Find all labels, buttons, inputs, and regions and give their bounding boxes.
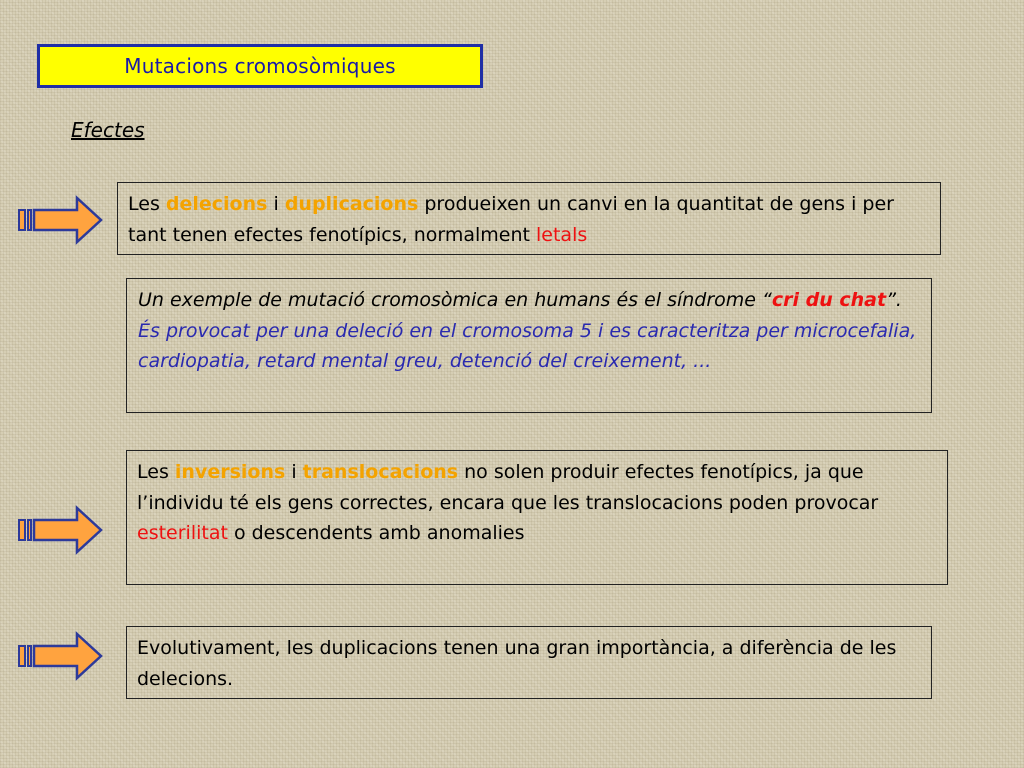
term-cri-du-chat: cri du chat [771,289,887,311]
box1-text-2: i [267,193,285,215]
section-heading: Efectes [71,118,145,142]
box2-text-2: ”. [886,289,902,311]
title-box [37,44,483,88]
term-esterilitat: esterilitat [137,522,228,544]
term-translocacions: translocacions [302,461,459,483]
box1-text-1: Les [128,193,166,215]
arrow-right-icon [17,505,103,555]
inversions-translocations-box [126,450,948,585]
term-inversions: inversions [174,461,286,483]
cri-du-chat-box [126,278,932,413]
deletions-duplications-box [117,182,941,255]
term-duplicacions: duplicacions [284,193,419,215]
box3-text-1: Les [137,461,175,483]
box3-text-4: o descendents amb anomalies [227,522,525,544]
term-letals: letals [536,223,588,246]
box3-text-2: i [285,461,303,483]
term-delecions: delecions [165,193,268,215]
box4-text: Evolutivament, les duplicacions tenen una gran importància, a diferència de les delecions. [137,637,897,690]
evolution-box [126,626,932,699]
box3-text-3: no solen produir efectes fenotípics, ja que l’individu té els gens correctes, encara que les translocacions poden provocar [137,461,879,514]
arrow-right-icon [17,631,103,681]
box2-text-1: Un exemple de mutació cromosòmica en humans és el síndrome “ [138,289,772,311]
box2-description: És provocat per una deleció en el cromosoma 5 i es caracteritza per microcefalia, cardiopatia, retard mental greu, detenció del creixement, ... [138,319,917,372]
page-title: Mutacions cromosòmiques [124,54,396,78]
arrow-right-icon [17,195,103,245]
box1-text-3: produeixen un canvi en la quantitat de gens i per tant tenen efectes fenotípics, normalment [128,193,894,246]
